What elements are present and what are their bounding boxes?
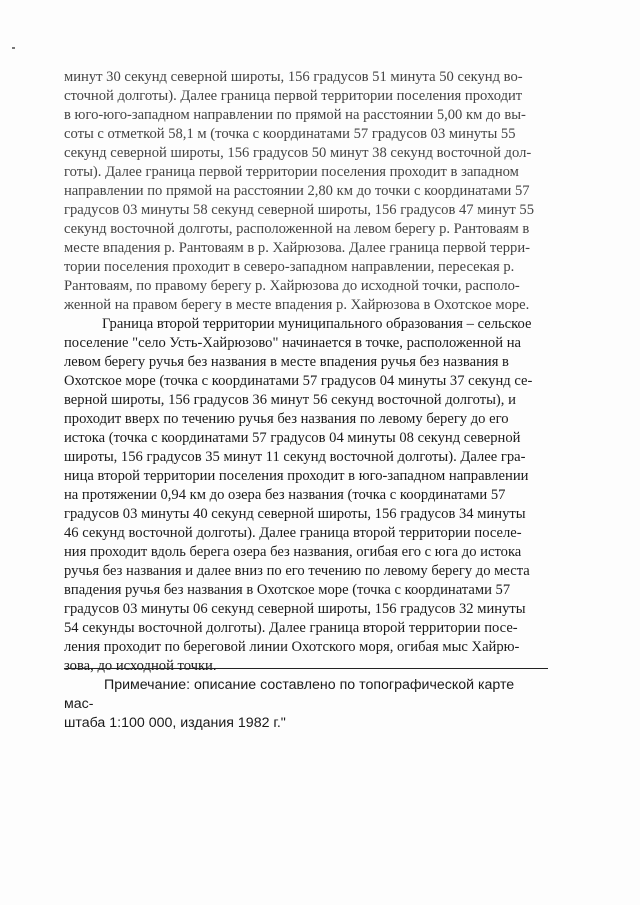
line: проходит вверх по течению ручья без названия по левому берегу до его <box>64 411 509 427</box>
line: широты, 156 градусов 35 минут 11 секунд восточной долготы). Далее гра- <box>64 449 526 465</box>
line: сточной долготы). Далее граница первой территории поселения проходит <box>64 88 523 104</box>
line: на протяжении 0,94 км до озера без названия (точка с координатами 57 <box>64 487 506 503</box>
line: секунд северной широты, 156 градусов 50 минут 38 секунд восточной дол- <box>64 145 532 161</box>
paragraph-second-territory <box>64 315 546 676</box>
line: поселение "село Усть-Хайрюзово" начинается в точке, расположенной на <box>64 335 521 351</box>
note-paragraph <box>64 676 546 733</box>
line: тории поселения проходит в северо-западном направлении, пересекая р. <box>64 259 515 275</box>
line: Охотское море (точка с координатами 57 градусов 04 минуты 37 секунд се- <box>64 373 533 389</box>
line: ница второй территории поселения проходит в юго-западном направлении <box>64 468 529 484</box>
line: истока (точка с координатами 57 градусов 04 минуты 08 секунд северной <box>64 430 521 446</box>
note-line: штаба 1:100 000, издания 1982 г." <box>64 715 286 731</box>
line: женной на правом берегу в месте впадения р. Хайрюзова в Охотское море. <box>64 297 530 313</box>
line: направлении по прямой на расстоянии 2,80 км до точки с координатами 57 <box>64 183 530 199</box>
line: Рантоваям, по правому берегу р. Хайрюзова до исходной точки, располо- <box>64 278 520 294</box>
line: градусов 03 минуты 06 секунд северной широты, 156 градусов 32 минуты <box>64 601 526 617</box>
line: готы). Далее граница первой территории поселения проходит в западном <box>64 164 519 180</box>
line: 54 секунды восточной долготы). Далее граница второй территории посе- <box>64 620 518 636</box>
line: ручья без названия и далее вниз по его течению по левому берегу до места <box>64 563 530 579</box>
line: зова, до исходной точки. <box>64 658 217 674</box>
line: месте впадения р. Рантоваям в р. Хайрюзова. Далее граница первой терри- <box>64 240 530 256</box>
line: ния проходит вдоль берега озера без названия, огибая его с юга до истока <box>64 544 522 560</box>
line: секунд восточной долготы, расположенной на левом берегу р. Рантоваям в <box>64 221 530 237</box>
line: соты с отметкой 58,1 м (точка с координатами 57 градусов 03 минуты 55 <box>64 126 516 142</box>
scan-speck <box>12 47 15 49</box>
paragraph-first-territory <box>64 68 546 315</box>
main-text <box>64 68 546 676</box>
line: левом берегу ручья без названия в месте впадения ручья без названия в <box>64 354 509 370</box>
note-line: Примечание: описание составлено по топографической карте мас- <box>64 677 515 712</box>
line: Граница второй территории муниципального образования – сельское <box>102 316 532 332</box>
line: верной широты, 156 градусов 36 минут 56 секунд восточной долготы), и <box>64 392 516 408</box>
line: градусов 03 минуты 40 секунд северной широты, 156 градусов 34 минуты <box>64 506 526 522</box>
note-divider <box>64 668 548 669</box>
line: минут 30 секунд северной широты, 156 градусов 51 минута 50 секунд во- <box>64 69 523 85</box>
line: градусов 03 минуты 58 секунд северной широты, 156 градусов 47 минут 55 <box>64 202 535 218</box>
line: 46 секунд восточной долготы). Далее граница второй территории поселе- <box>64 525 522 541</box>
line: ления проходит по береговой линии Охотского моря, огибая мыс Хайрю- <box>64 639 520 655</box>
line: впадения ручья без названия в Охотское море (точка с координатами 57 <box>64 582 511 598</box>
note-block <box>64 676 546 733</box>
line: в юго-юго-западном направлении по прямой на расстоянии 5,00 км до вы- <box>64 107 526 123</box>
